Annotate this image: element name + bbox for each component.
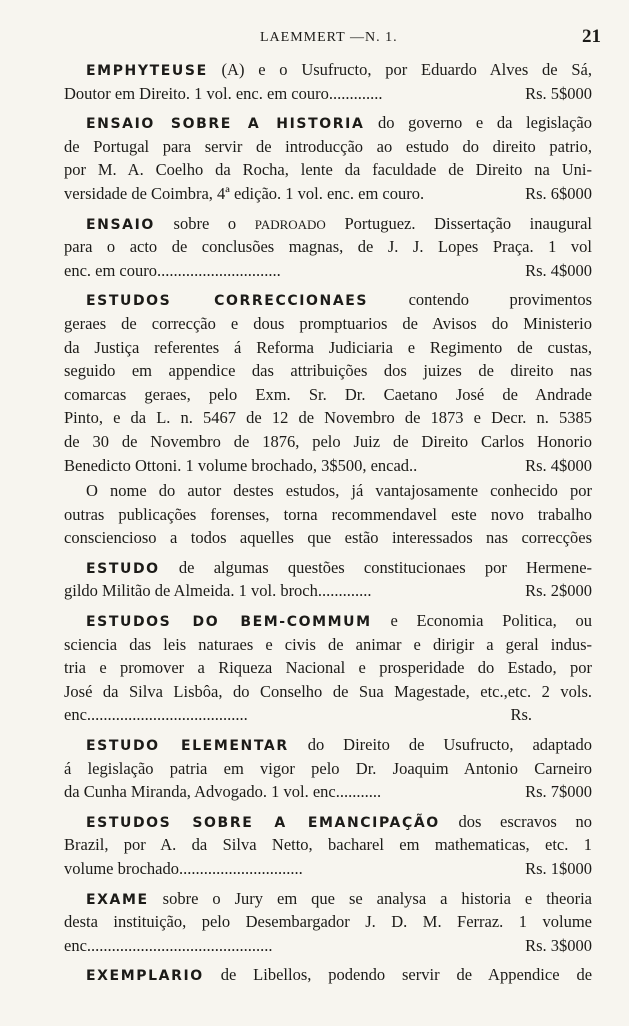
- catalogue-entry-estudos-bem-commum: [64, 609, 592, 727]
- catalogue-entry-ensaio-padroado: [64, 212, 592, 283]
- entry-text: (A) e o Usufructo, por Eduardo Alves de Sá,: [221, 60, 592, 79]
- catalogue-entry-ensaio-historia: [64, 111, 592, 205]
- entry-text: enc. em couro..............................: [64, 260, 281, 280]
- entry-text: Doutor em Direito. 1 vol. enc. em couro.............: [64, 83, 383, 103]
- entry-text: sobre o Jury em que se analysa a historia e theoria: [162, 888, 592, 908]
- entry-price: Rs. 4$000: [525, 455, 592, 475]
- entry-price: Rs. 5$000: [525, 83, 592, 103]
- page-number: 21: [582, 26, 601, 47]
- entry-text: seguido em appendice das attribuições dos juizes de direito nas: [64, 361, 592, 381]
- entry-note: O nome do autor destes estudos, já vantajosamente conhecido por: [86, 481, 592, 501]
- entry-headword: EMPHYTEUSE: [86, 63, 208, 79]
- entry-headword: ESTUDOS SOBRE A EMANCIPAÇÃO: [86, 814, 440, 831]
- entry-text: Portuguez. Dissertação inaugural: [344, 213, 592, 233]
- entry-headword: EXAME: [86, 891, 149, 908]
- entry-text: geraes de correcção e dous promptuarios de Avisos do Ministerio: [64, 313, 592, 333]
- entry-text: de Portugal para servir de introducção ao estudo do direito patrio,: [64, 136, 592, 156]
- catalogue-entry-exame: [64, 887, 592, 958]
- entry-text: Benedicto Ottoni. 1 volume brochado, 3$500, encad..: [64, 455, 418, 475]
- entry-headword: ESTUDO: [86, 560, 160, 577]
- entry-text: desta instituição, pelo Desembargador J. D. M. Ferraz. 1 volume: [64, 912, 592, 932]
- entry-price: Rs. 1$000: [525, 859, 592, 878]
- catalogue-entry-estudo-constitucionaes: [64, 556, 592, 603]
- entry-text: para o acto de conclusões magnas, de J. J. Lopes Praça. 1 vol: [64, 237, 592, 257]
- entry-text: volume brochado..............................: [64, 859, 303, 878]
- entry-text: á legislação patria em vigor pelo Dr. Joaquim Antonio Carneiro: [64, 758, 592, 778]
- entry-text: de algumas questões constitucionaes por Hermene-: [178, 557, 592, 577]
- entry-price: Rs. 4$000: [525, 260, 592, 280]
- entry-text: José da Silva Lisbôa, do Conselho de Sua Magestade, etc.,etc. 2 vols.: [64, 681, 592, 701]
- entry-text: tria e promover a Riqueza Nacional e prosperidade do Estado, por: [64, 658, 592, 678]
- entry-price: Rs. 3$000: [525, 935, 592, 955]
- catalogue-entry-emphyteuse: [64, 58, 592, 105]
- entry-headword: ESTUDOS DO BEM-COMMUM: [86, 614, 372, 631]
- entry-text: sciencia das leis naturaes e civis de animar e dirigir a geral indus-: [64, 634, 592, 654]
- entry-smallcaps: PADROADO: [254, 216, 326, 232]
- entry-note: outras publicações forenses, torna recommendavel este novo trabalho: [64, 504, 592, 524]
- running-head: LAEMMERT —N. 1.: [260, 30, 398, 45]
- entry-text: comarcas geraes, pelo Exm. Sr. Dr. Caetano José de Andrade: [64, 384, 592, 404]
- entry-text: da Justiça referentes á Reforma Judiciaria e Regimento de custas,: [64, 337, 592, 357]
- catalogue-entry-exemplario: [64, 963, 592, 987]
- entry-price: Rs.: [510, 705, 532, 725]
- entry-text: gildo Militão de Almeida. 1 vol. broch.............: [64, 581, 372, 601]
- entry-note: consciencioso a todos aquelles que estão interessados nas correcções: [64, 528, 592, 548]
- catalogue-entry-estudo-elementar: [64, 733, 592, 804]
- entry-text: por M. A. Coelho da Rocha, lente da faculdade de Direito na Uni-: [64, 160, 592, 180]
- page-header: [60, 26, 601, 52]
- entry-text: contendo provimentos: [408, 290, 592, 310]
- entry-headword: EXEMPLARIO: [86, 968, 204, 985]
- entry-price: Rs. 7$000: [525, 782, 592, 802]
- entry-text: do Direito de Usufructo, adaptado: [307, 735, 592, 755]
- entry-text: Pinto, e da L. n. 5467 de 12 de Novembro de 1873 e Decr. n. 5385: [64, 408, 592, 428]
- entry-headword: ENSAIO: [86, 216, 155, 233]
- entry-text: Brazil, por A. da Silva Netto, bacharel em mathematicas, etc. 1: [64, 835, 592, 855]
- entry-price: Rs. 2$000: [525, 581, 592, 601]
- entry-text: da Cunha Miranda, Advogado. 1 vol. enc...........: [64, 782, 382, 802]
- entry-text: versidade de Coimbra, 4ª edição. 1 vol. enc. em couro.: [64, 183, 425, 203]
- entry-headword: ENSAIO SOBRE A HISTORIA: [86, 116, 365, 133]
- catalogue-entries: [64, 58, 592, 993]
- entry-text: do governo e da legislação: [378, 113, 592, 133]
- entry-headword: ESTUDOS CORRECCIONAES: [86, 293, 369, 310]
- entry-price: Rs. 6$000: [525, 183, 592, 203]
- entry-text: de Libellos, podendo servir de Appendice de: [220, 965, 592, 985]
- entry-text: dos escravos no: [458, 811, 592, 831]
- catalogue-entry-estudos-emancipacao: [64, 810, 592, 881]
- entry-text: de 30 de Novembro de 1876, pelo Juiz de Direito Carlos Honorio: [64, 431, 592, 451]
- entry-text: enc.............................................: [64, 935, 273, 955]
- entry-text: sobre o: [173, 213, 237, 233]
- catalogue-entry-estudos-correccionaes: [64, 288, 592, 550]
- entry-headword: ESTUDO ELEMENTAR: [86, 738, 289, 755]
- entry-text: enc.......................................: [64, 705, 248, 725]
- entry-text: e Economia Politica, ou: [390, 611, 592, 631]
